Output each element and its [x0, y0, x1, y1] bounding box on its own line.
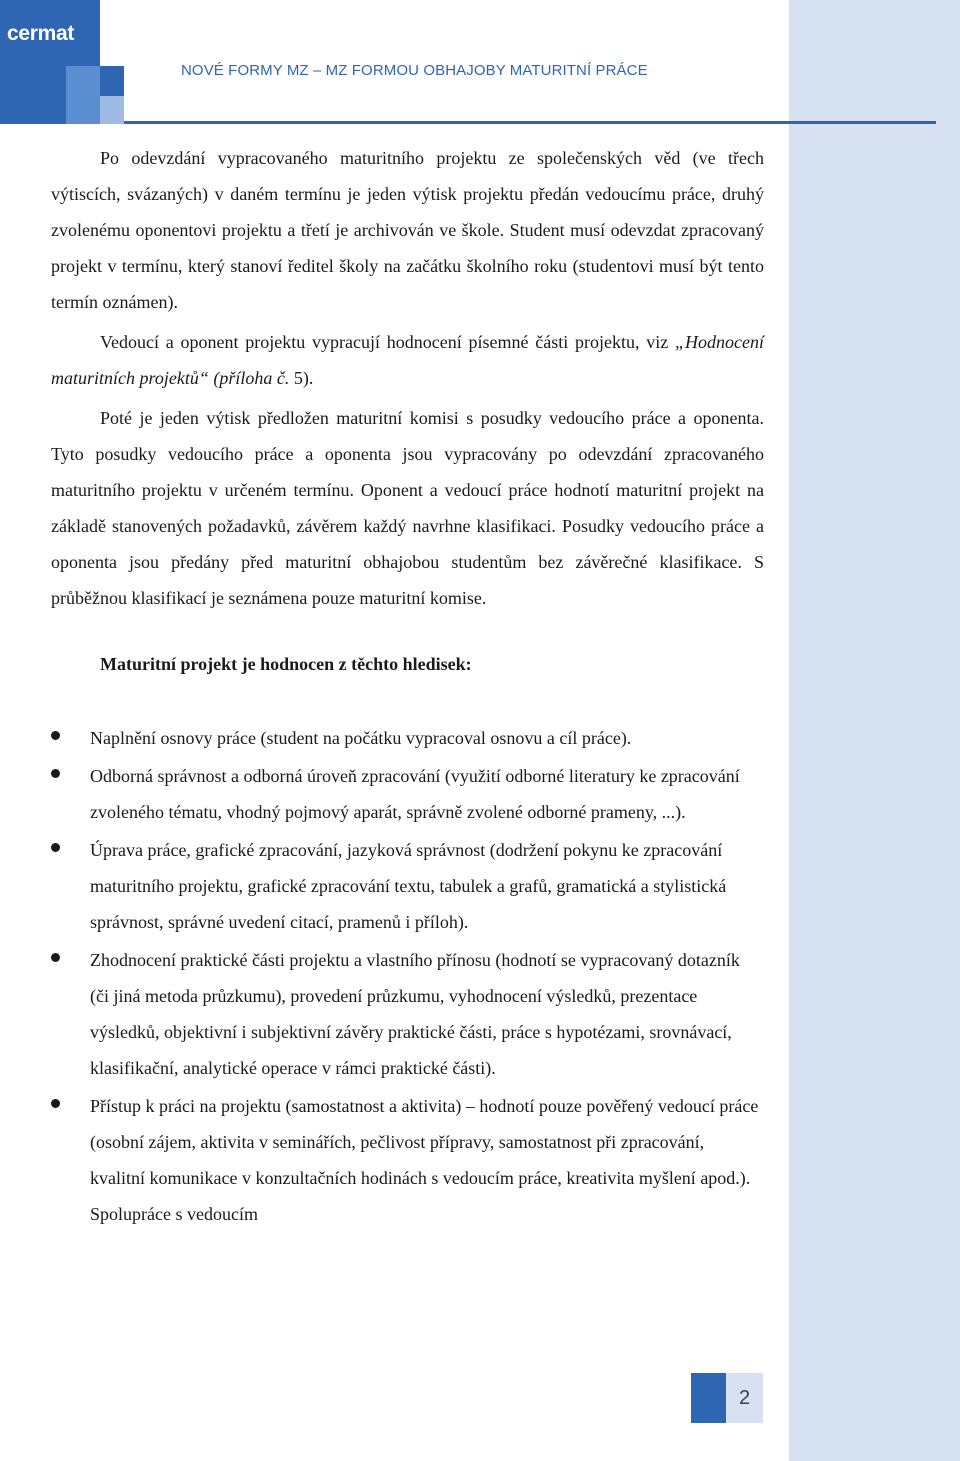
logo-text: cermat [7, 22, 75, 45]
list-item: Naplnění osnovy práce (student na počátku vypracoval osnovu a cíl práce). [51, 720, 762, 756]
section-heading: Maturitní projekt je hodnocen z těchto hledisek: [100, 654, 472, 674]
bullet-icon [51, 769, 60, 778]
document-body [51, 140, 764, 1234]
list-item: Úprava práce, grafické zpracování, jazyková správnost (dodržení pokynu ke zpracování maturitního projektu, grafické zpracování textu, tabulek a grafů, gramatická a stylistická správnost, správné uvedení citací, pramenů i příloh). [51, 832, 762, 940]
reference-italic: „Hodnocení maturitních projektů“ (příloha č. [51, 332, 764, 388]
list-item: Odborná správnost a odborná úroveň zpracování (využití odborné literatury ke zpracování zvoleného tématu, vhodný pojmový aparát, správně zvolené odborné prameny, ...). [51, 758, 762, 830]
header-rule [124, 121, 936, 124]
paragraph-commission: Poté je jeden výtisk předložen maturitní komisi s posudky vedoucího práce a oponenta. Tyto posudky vedoucího práce a oponenta jsou vypracovány po odevzdání zpracovaného maturitního projektu v určeném termínu. Oponent a vedoucí práce hodnotí maturitní projekt na základě stanovených požadavků, závěrem každý navrhne klasifikaci. Posudky vedoucího práce a oponenta jsou předány před maturitní obhajobou studentům bez závěrečné klasifikace. S průběžnou klasifikací je seznámena pouze maturitní komise. [51, 408, 764, 608]
header-title: NOVÉ FORMY MZ – MZ FORMOU OBHAJOBY MATURITNÍ PRÁCE [181, 62, 648, 79]
bullet-icon [51, 953, 60, 962]
list-item: Přístup k práci na projektu (samostatnost a aktivita) – hodnotí pouze pověřený vedoucí práce (osobní zájem, aktivita v seminářích, pečlivost přípravy, samostatnost při zpracování, kvalitní komunikace v konzultačních hodinách s vedoucím práce, kreativita myšlení apod.). Spolupráce s vedoucím [51, 1088, 762, 1232]
paragraph-evaluation-text: Vedoucí a oponent projektu vypracují hodnocení písemné části projektu, viz [100, 332, 669, 352]
reference-tail: 5). [289, 368, 314, 388]
bullet-icon [51, 1099, 60, 1108]
page-number-badge [691, 1373, 763, 1423]
criteria-list [51, 720, 764, 1232]
paragraph-submission: Po odevzdání vypracovaného maturitního projektu ze společenských věd (ve třech výtiscích, svázaných) v daném termínu je jeden výtisk projektu předán vedoucímu práce, druhý zvolenému oponentovi projektu a třetí je archivován ve škole. Student musí odevzdat zpracovaný projekt v termínu, který stanoví ředitel školy na začátku školního roku (studentovi musí být tento termín oznámen). [51, 148, 764, 312]
side-band [789, 0, 960, 1461]
page-number: 2 [738, 1387, 751, 1409]
list-item: Zhodnocení praktické části projektu a vlastního přínosu (hodnotí se vypracovaný dotazník (či jiná metoda průzkumu), provedení průzkumu, vyhodnocení výsledků, prezentace výsledků, objektivní i subjektivní závěry praktické části, práce s hypotézami, srovnávací, klasifikační, analytické operace v rámci praktické části). [51, 942, 762, 1086]
bullet-icon [51, 843, 60, 852]
bullet-icon [51, 731, 60, 740]
paragraph-evaluation [51, 324, 764, 396]
cermat-logo [0, 0, 124, 124]
